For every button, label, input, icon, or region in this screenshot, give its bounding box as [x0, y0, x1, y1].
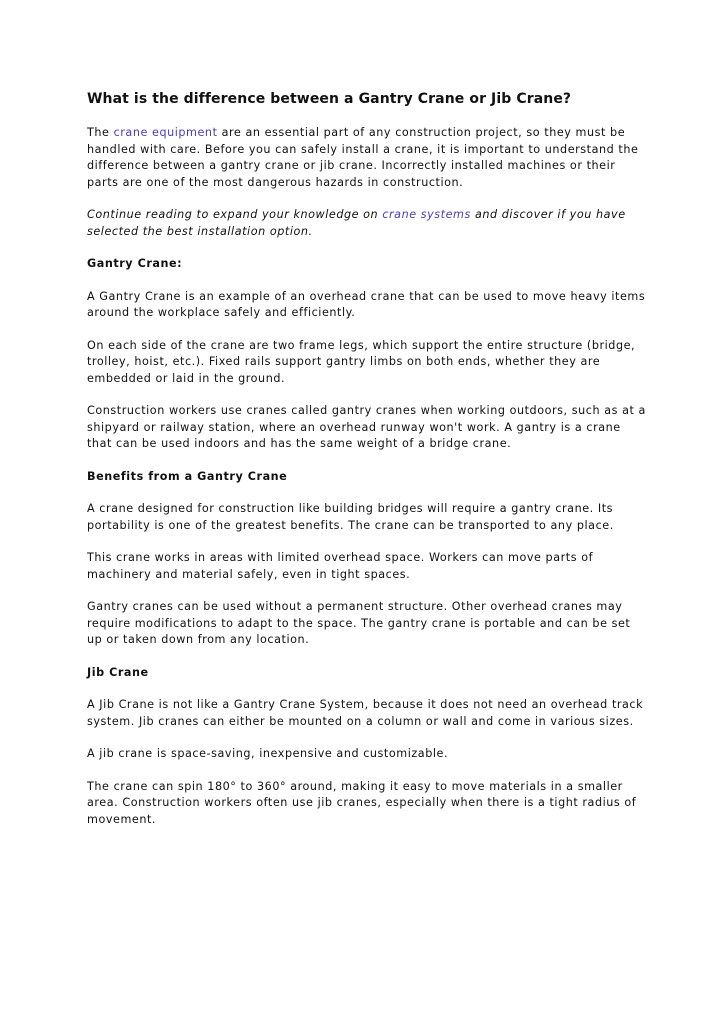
- jib-heading: Jib Crane: [87, 665, 149, 679]
- document-page: [87, 90, 647, 844]
- gantry-paragraph-1: A Gantry Crane is an example of an overhead crane that can be used to move heavy items around the workplace safely and efficiently.: [87, 289, 646, 319]
- benefits-paragraph-2: This crane works in areas with limited overhead space. Workers can move parts of machinery and material safely, even in tight spaces.: [87, 551, 594, 581]
- gantry-heading: Gantry Crane:: [87, 257, 183, 270]
- crane-systems-link[interactable]: crane systems: [382, 208, 471, 221]
- benefits-paragraph-3: Gantry cranes can be used without a permanent structure. Other overhead cranes may require modifications to adapt to the space. The gantry crane is portable and can be set up or taken down from any location.: [87, 600, 631, 646]
- intro-paragraph: [87, 125, 647, 191]
- continue-paragraph: [87, 207, 647, 240]
- benefits-paragraph-1: A crane designed for construction like building bridges will require a gantry crane. Its portability is one of the greatest benefits. The crane can be transported to any place.: [87, 502, 614, 532]
- page-title: What is the difference between a Gantry Crane or Jib Crane?: [87, 91, 572, 107]
- jib-paragraph-2: A jib crane is space-saving, inexpensive and customizable.: [87, 747, 449, 760]
- crane-equipment-link[interactable]: crane equipment: [113, 126, 218, 139]
- continue-text-before: Continue reading to expand your knowledge on: [87, 208, 383, 221]
- gantry-paragraph-2: On each side of the crane are two frame legs, which support the entire structure (bridge, trolley, hoist, etc.). Fixed rails support gantry limbs on both ends, whether they are embedded or laid in the ground.: [87, 338, 636, 385]
- gantry-paragraph-3: Construction workers use cranes called gantry cranes when working outdoors, such as at a shipyard or railway station, where an overhead runway won't work. A gantry is a crane that can be used indoors and has the same weight of a bridge crane.: [87, 404, 646, 450]
- intro-text-before: The: [87, 126, 114, 139]
- jib-paragraph-1: A Jib Crane is not like a Gantry Crane System, because it does not need an overhead track system. Jib cranes can either be mounted on a column or wall and come in various sizes.: [87, 698, 644, 728]
- continue-text-after: and discover if you have selected the best installation option.: [87, 208, 626, 238]
- intro-text-after: are an essential part of any construction project, so they must be handled with care. Before you can safely install a crane, it is important to understand the difference between a gantry crane or jib crane. Incorrectly installed machines or their parts are one of the most dangerous hazards in construction.: [87, 126, 639, 189]
- benefits-heading: Benefits from a Gantry Crane: [87, 469, 288, 483]
- jib-paragraph-3: The crane can spin 180° to 360° around, making it easy to move materials in a smaller area. Construction workers often use jib cranes, especially when there is a tight radius of movement.: [87, 779, 637, 826]
